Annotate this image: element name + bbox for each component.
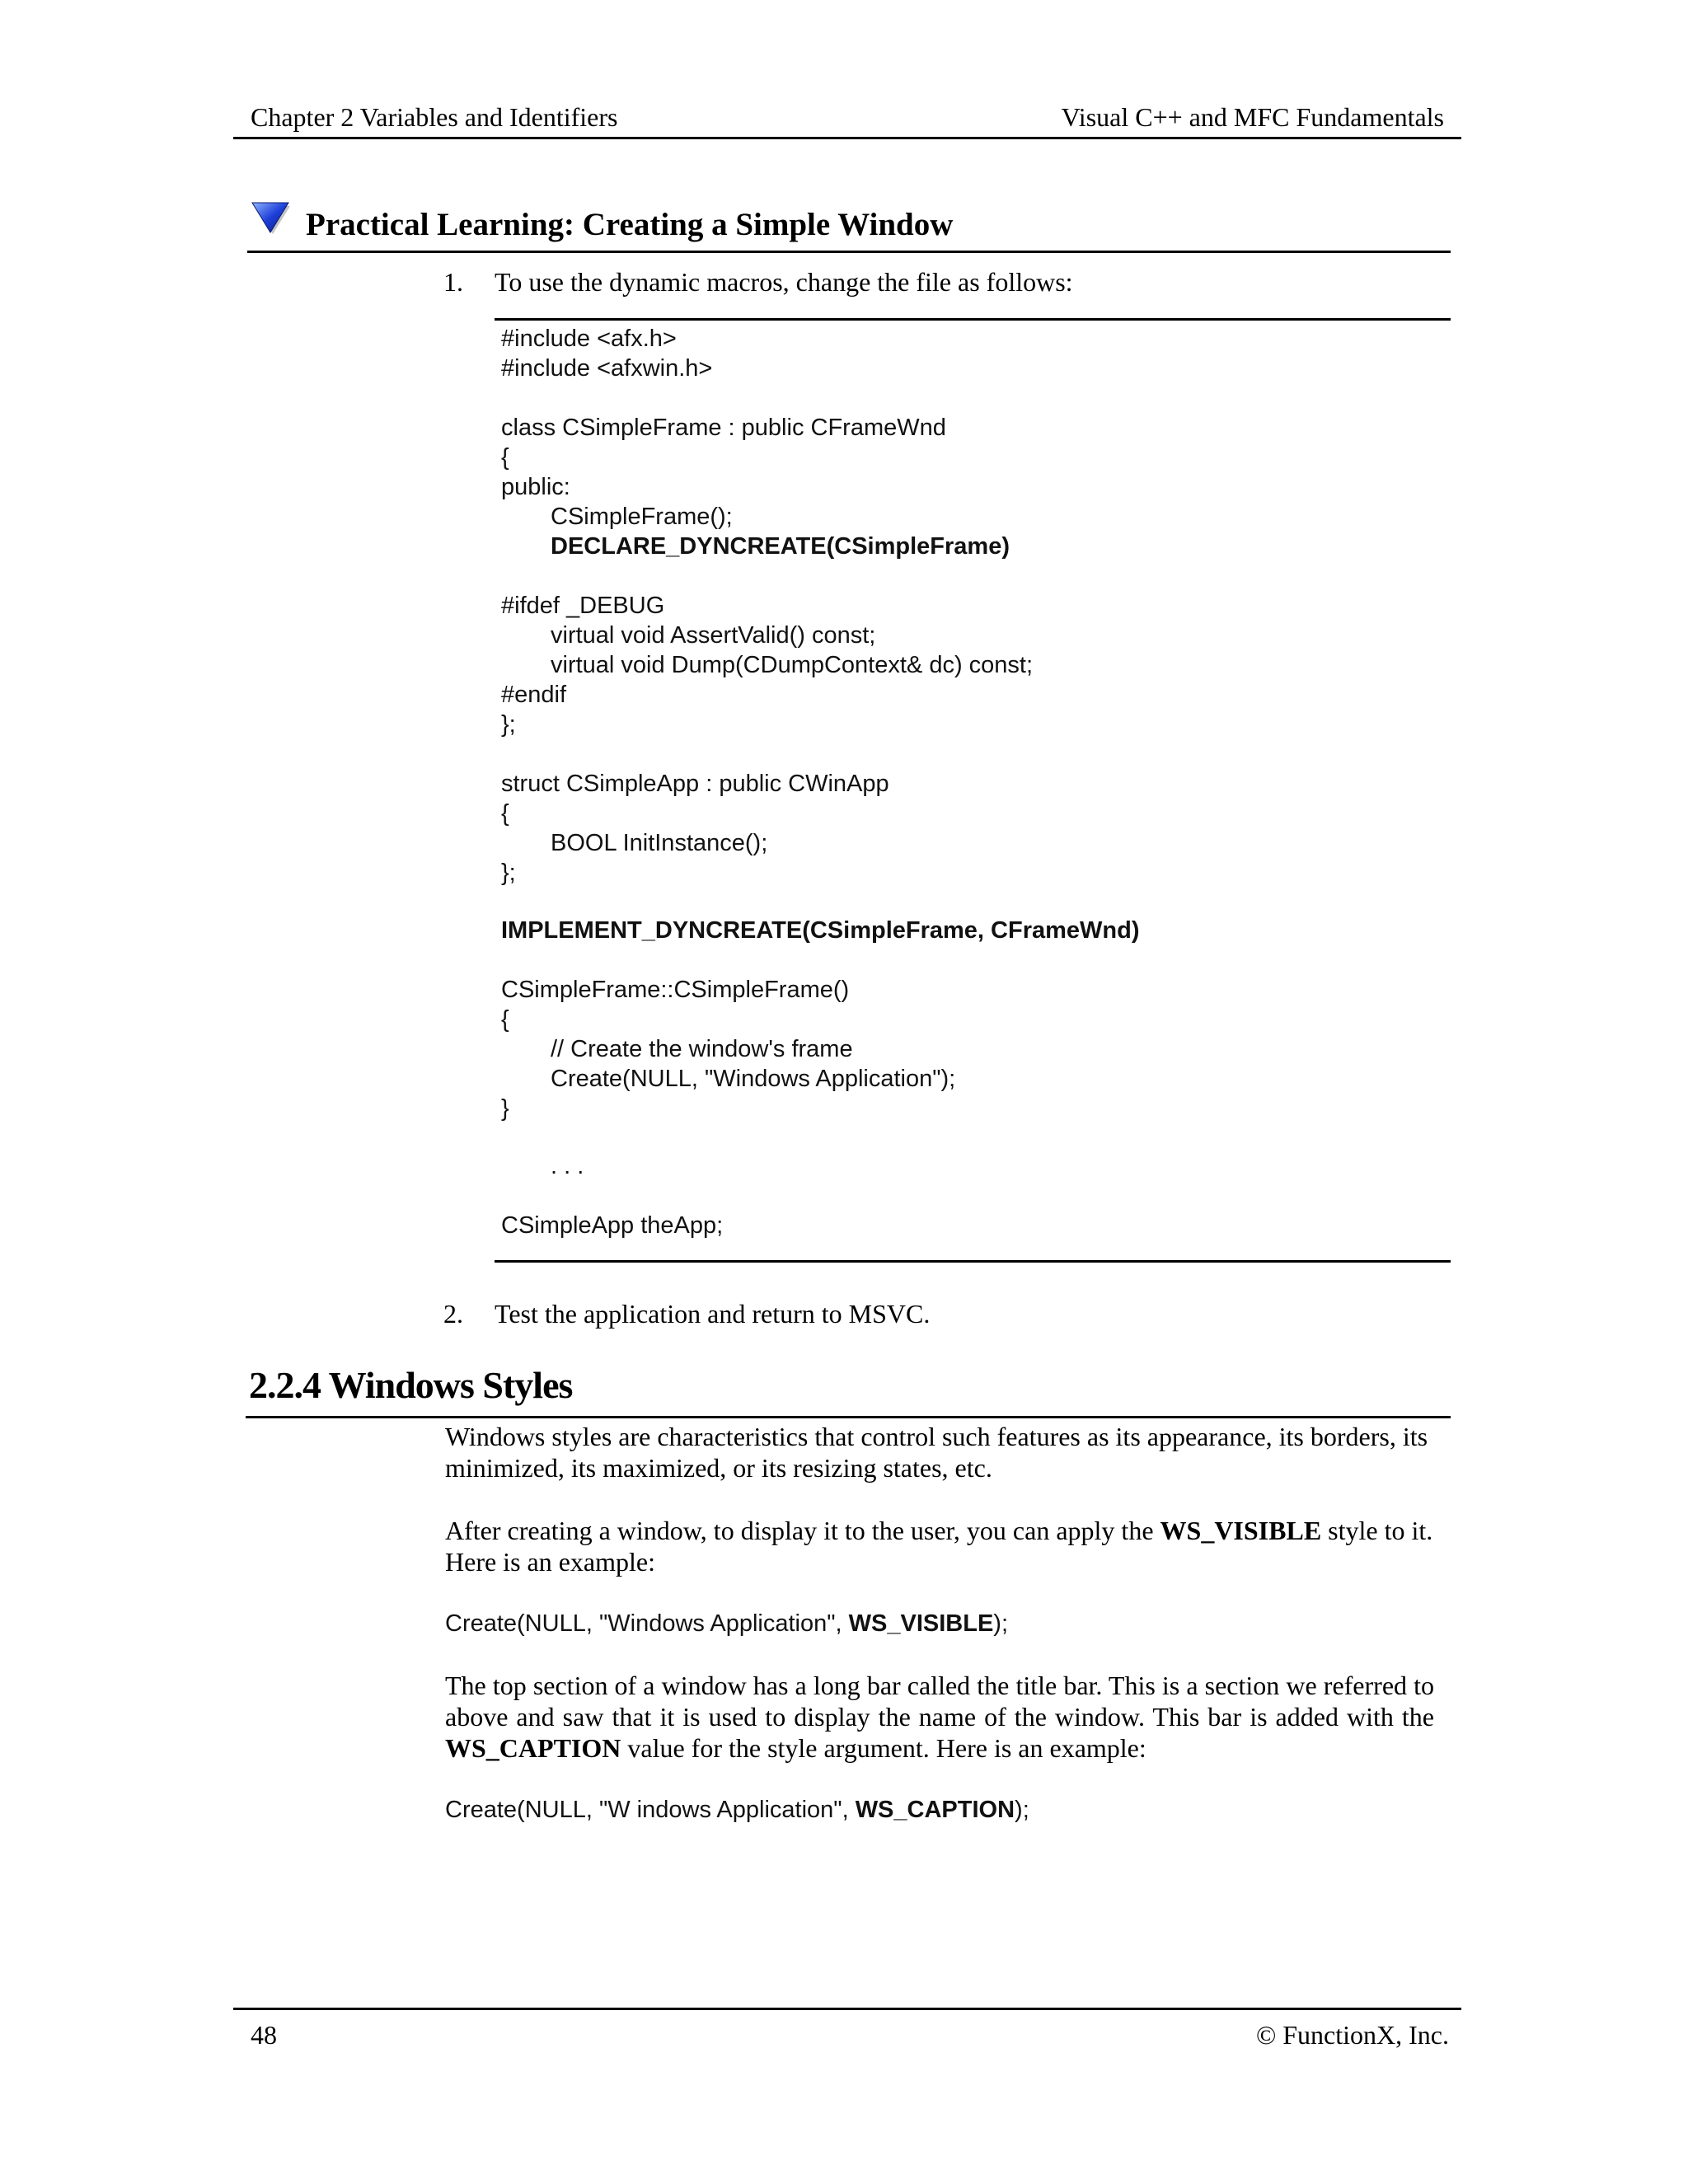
step-number: 2. xyxy=(443,1299,463,1329)
code-line: }; xyxy=(501,860,516,886)
paragraph xyxy=(445,1515,1434,1577)
code-constant: WS_CAPTION xyxy=(855,1797,1015,1823)
paragraph-text: value for the style argument. Here is an example: xyxy=(621,1733,1146,1763)
code-line: public: xyxy=(501,474,570,500)
code-line: // Create the window's frame xyxy=(551,1036,853,1062)
code-line: . . . xyxy=(551,1153,584,1179)
running-header xyxy=(233,96,1461,139)
code-line: class CSimpleFrame : public CFrameWnd xyxy=(501,415,946,441)
paragraph-text: After creating a window, to display it to the user, you can apply the xyxy=(445,1516,1160,1545)
code-constant: WS_VISIBLE xyxy=(848,1610,994,1637)
code-line: #ifdef _DEBUG xyxy=(501,593,665,619)
running-footer xyxy=(233,2008,1461,2060)
section-heading xyxy=(246,1360,1451,1418)
code-line: struct CSimpleApp : public CWinApp xyxy=(501,771,889,797)
code-line: CSimpleApp theApp; xyxy=(501,1212,724,1239)
practical-learning-heading xyxy=(247,196,1451,253)
style-constant: WS_CAPTION xyxy=(445,1733,621,1763)
code-text: ); xyxy=(1015,1797,1029,1823)
code-example xyxy=(445,1610,1008,1638)
code-line: #endif xyxy=(501,682,567,708)
code-line: } xyxy=(501,1095,509,1122)
copyright: © FunctionX, Inc. xyxy=(1255,2020,1449,2050)
chapter-title: Chapter 2 Variables and Identifiers xyxy=(251,102,618,132)
code-line: DECLARE_DYNCREATE(CSimpleFrame) xyxy=(551,533,1010,560)
page-number: 48 xyxy=(251,2020,277,2050)
code-line: }; xyxy=(501,711,516,738)
code-line: #include <afxwin.h> xyxy=(501,355,713,382)
code-text: Create(NULL, "W indows Application", xyxy=(445,1797,856,1823)
list-item xyxy=(443,1299,1432,1332)
code-line: #include <afx.h> xyxy=(501,326,677,352)
code-line: BOOL InitInstance(); xyxy=(551,830,768,856)
blue-down-triangle-icon xyxy=(251,201,293,237)
code-listing xyxy=(495,318,1451,1263)
style-constant: WS_VISIBLE xyxy=(1160,1516,1322,1545)
paragraph: Windows styles are characteristics that control such features as its appearance, its borders, its minimized, its maximized, or its resizing states, etc. xyxy=(445,1422,1428,1483)
code-line: { xyxy=(501,800,509,827)
paragraph xyxy=(445,1670,1434,1764)
practical-learning-title: Practical Learning: Creating a Simple Window xyxy=(306,207,954,242)
list-item xyxy=(443,267,1432,300)
code-line: { xyxy=(501,444,509,471)
paragraph-text: The top section of a window has a long bar called the title bar. This is a section we referred to above and saw that it is used to display the name of the window. This bar is added with the xyxy=(445,1671,1434,1732)
code-text: ); xyxy=(993,1610,1009,1637)
step-text: To use the dynamic macros, change the file as follows: xyxy=(495,267,1073,297)
code-line: CSimpleFrame(); xyxy=(551,504,733,530)
step-number: 1. xyxy=(443,267,463,297)
code-line: { xyxy=(501,1006,509,1033)
code-line: virtual void AssertValid() const; xyxy=(551,622,876,649)
paragraph-text: style to it. Here is an example: xyxy=(445,1516,1433,1577)
code-example xyxy=(445,1797,1029,1824)
code-line: virtual void Dump(CDumpContext& dc) const; xyxy=(551,652,1034,678)
code-text: Create(NULL, "Windows Application", xyxy=(445,1610,849,1637)
code-line: Create(NULL, "Windows Application"); xyxy=(551,1066,956,1092)
code-line: IMPLEMENT_DYNCREATE(CSimpleFrame, CFrameWnd) xyxy=(501,917,1140,944)
code-line: CSimpleFrame::CSimpleFrame() xyxy=(501,977,850,1003)
section-title: 2.2.4 Windows Styles xyxy=(249,1364,573,1406)
book-title: Visual C++ and MFC Fundamentals xyxy=(1061,102,1444,132)
step-text: Test the application and return to MSVC. xyxy=(495,1299,931,1329)
